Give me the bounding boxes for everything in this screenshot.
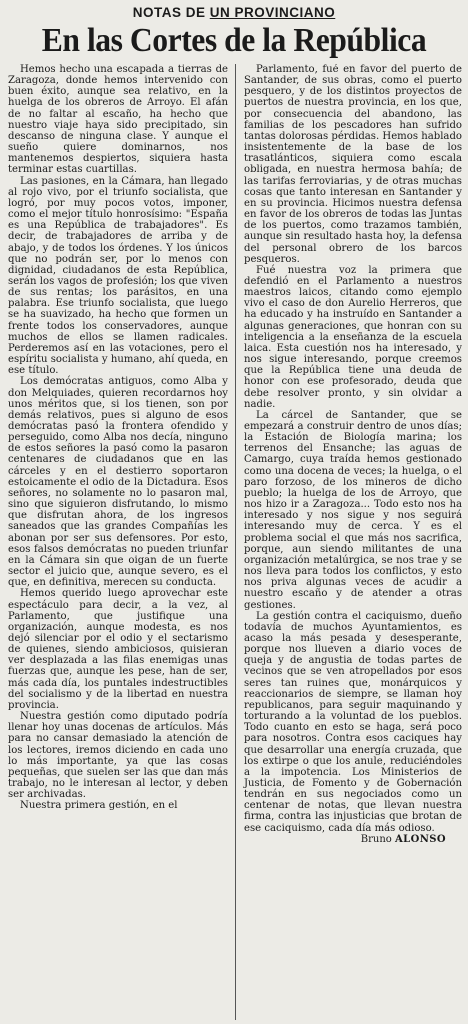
section-kicker	[8, 0, 460, 24]
left-column	[8, 64, 235, 1020]
article-body	[8, 64, 462, 1020]
kicker-prefix: NOTAS DE	[132, 5, 210, 20]
author-signature	[244, 834, 462, 845]
paragraph: Las pasiones, en la Cámara, han llegado al rojo vivo, por el triunfo socialista, que logró, por muy pocos votos, imponer, como el mejor título honrosísimo: "España es una República de trabajadores". Es decir, de trabajadores de arriba y de abajo, y de todos los órdenes. Y los únicos que no podrán ser, por lo menos con dignidad, ciudadanos de esta República, serán los vagos de profesión; los que viven de sus rentas; los parásitos, en una palabra. Ese triunfo socialista, que luego se ha suavizado, ha hecho que formen un frente todos los conservadores, aunque muchos de ellos se llamen radicales. Perderemos así en las votaciones, pero el espíritu socialista y humano, ahí queda, en ese título.	[8, 175, 228, 377]
headline: En las Cortes de la República	[41, 22, 427, 59]
paragraph: Nuestra gestión como diputado podría llenar hoy unas docenas de artículos. Más para no cansar demasiado la atención de los lectores, iremos diciendo en cada uno lo más importante, ya que las cosas pequeñas, que suelen ser las que dan más trabajo, no le interesan al lector, y deben ser archivadas.	[8, 711, 228, 801]
kicker-underlined: UN PROVINCIANO	[209, 5, 336, 20]
right-column	[235, 64, 462, 1020]
paragraph: Nuestra primera gestión, en el	[20, 800, 178, 812]
paragraph: La gestión contra el caciquismo, dueño todavía de muchos Ayuntamientos, es acaso la más pesada y desesperante, porque nos llueven a diario voces de queja y de angustia de todas partes de vecinos que se ven atropellados por esos seres tan ruines que, monárquicos y reaccionarios de siempre, se llaman hoy republicanos, para seguir maquinando y torturando a la voluntad de los pueblos. Todo cuanto en esto se haga, será poco para nosotros. Contra esos caciques hay que desarrollar una energía cruzada, que los extirpe o que los anule, reduciéndoles a la impotencia. Los Ministerios de Justicia, de Fomento y de Gobernación tendrán en sus negociados como un centenar de notas, que llevan nuestra firma, contra las injusticias que brotan de ese caciquismo, cada día más odioso.	[244, 610, 462, 834]
paragraph: Los demócratas antiguos, como Alba y don Melquiades, quieren recordarnos hoy unos méritos que, si los tienen, son por demás relativos, pues si alguno de esos demócratas pasó la frontera ofendido y perseguido, como Alba nos decía, ninguno de estos señores la pasó como la pasaron centenares de ciudadanos que en las cárceles y en el destierro soportaron estoicamente el odio de la Dictadura. Esos señores, no solamente no lo pasaron mal, sino que siguieron disfrutando, lo mismo que disfrutan ahora, de los ingresos saneados que las grandes Compañías les abonan por ser sus defensores. Por esto, esos falsos demócratas no pueden triunfar en la Cámara sin que oigan de un fuerte sector el juicio que, aunque severo, es el que, en definitiva, merecen su conducta.	[8, 376, 228, 589]
paragraph: Fué nuestra voz la primera que defendió en el Parlamento a nuestros maestros laicos, citando como ejemplo vivo el caso de don Aurelio Herreros, que ha educado y ha instruído en Santander a algunas generaciones, que honran con su inteligencia a la enseñanza de la escuela laica. Esta cuestión nos ha interesado, y nos sigue interesando, porque creemos que la República tiene una deuda de honor con ese profesorado, deuda que debe resolver pronto, y sin olvidar a nadie.	[244, 264, 462, 410]
paragraph: La cárcel de Santander, que se empezará a construir dentro de unos días; la Estación de Biología marina; los terrenos del Ensanche; las aguas de Camargo, cuya traída hemos gestionado como una docena de veces; la huelga, o el paro forzoso, de los mineros de dicho pueblo; la huelga de los de Arroyo, que nos hizo ir a Zaragoza... Todo esto nos ha interesado y nos sigue y nos seguirá interesando muy de cerca. Y es el problema social el que más nos sacrifica, porque, aun siendo militantes de una organización metalúrgica, se nos trae y se nos lleva para todos los conflictos, y esto nos priva algunas veces de acudir a nuestro escaño y de atender a otras gestiones.	[244, 409, 462, 611]
paragraph: Hemos hecho una escapada a tierras de Zaragoza, donde hemos intervenido con buen éxito, aunque sea relativo, en la huelga de los obreros de Arroyo. El afán de no faltar al escaño, ha hecho que nuestro viaje haya sido precipitado, sin descanso de ninguna clase. Y aunque el sueño quiere dominarnos, nos mantenemos despiertos, siquiera hasta terminar estas cuartillas.	[8, 64, 228, 176]
paragraph: Hemos querido luego aprovechar este espectáculo para decir, a la vez, al Parlamento, que justifique una organización, aunque modesta, es nos dejó silenciar por el odio y el sectarismo de quienes, siendo ambiciosos, quisieran ver desplazada a las filas enemigas unas fuerzas que, aunque les pese, han de ser, más cada día, los puntales indestructibles del socialismo y de la libertad en nuestra provincia.	[8, 588, 228, 711]
author-last-name: ALONSO	[395, 833, 446, 845]
author-first-name: Bruno	[360, 833, 392, 845]
paragraph: Parlamento, fué en favor del puerto de Santander, de sus obras, como el puerto pesquero, y de los distintos proyectos de puertos de nuestra provincia, en los que, por consecuencia del abandono, las familias de los pescadores han sufrido tantas dolorosas pérdidas. Hemos hablado insistentemente de la base de los trasatlánticos, siquiera como escala obligada, en nuestra hermosa bahía; de las tarifas ferroviarias, y de otras muchas cosas que tanto interesan en Santander y en su provincia. Hicimos nuestra defensa en favor de los obreros de todas las Juntas de los puertos, como trazamos también, aunque sin resultado hasta hoy, la defensa del personal obrero de los barcos pesqueros.	[244, 64, 462, 265]
